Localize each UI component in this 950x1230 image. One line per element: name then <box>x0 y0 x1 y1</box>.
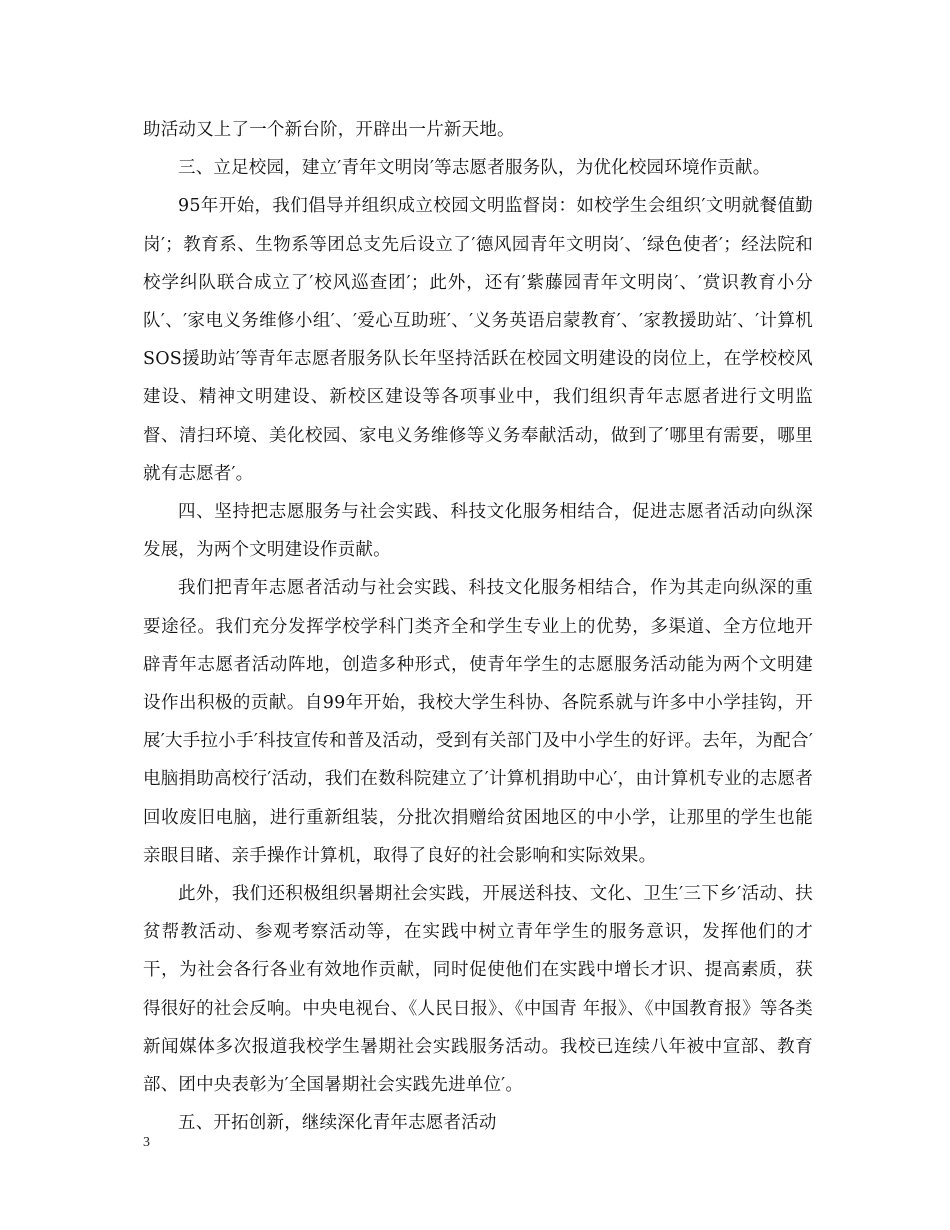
paragraph-social-practice: 我们把青年志愿者活动与社会实践、科技文化服务相结合，作为其走向纵深的重要途径。我们充分发挥学校学科门类齐全和学生专业上的优势，多渠道、全方位地开辟青年志愿者活动阵地，创造多种形式，使青年学生的志愿服务活动能为两个文明建设作出积极的贡献。自99年开始，我校大学生科协、各院系就与许多中小学挂钩，开展′大手拉小手′科技宣传和普及活动，受到有关部门及中小学生的好评。去年，为配合′电脑捐助高校行′活动，我们在数科院建立了′计算机捐助中心′，由计算机专业的志愿者回收废旧电脑，进行重新组装，分批次捐赠给贫困地区的中小学，让那里的学生也能亲眼目睹、亲手操作计算机，取得了良好的社会影响和实际效果。 <box>143 578 813 866</box>
page-number: 3 <box>143 1135 150 1150</box>
paragraph-continuation: 助活动又上了一个新台阶，开辟出一片新天地。 <box>143 120 515 140</box>
paragraph-summer-practice: 此外，我们还积极组织暑期社会实践，开展送科技、文化、卫生′三下乡′活动、扶贫帮教活动、参观考察活动等，在实践中树立青年学生的服务意识，发挥他们的才干，为社会各行各业有效地作贡献，同时促使他们在实践中增长才识、提高素质，获得很好的社会反响。中央电视台、《人民日报》、《中国青 年报》、《中国教育报》等各类新闻媒体多次报道我校学生暑期社会实践服务活动。我校已连续八年被中宣部、教育部、团中央表彰为′全国暑期社会实践先进单位′。 <box>143 884 814 1096</box>
section-heading-three: 三、立足校园，建立′青年文明岗′等志愿者服务队，为优化校园环境作贡献。 <box>178 158 771 179</box>
section-heading-four: 四、坚持把志愿服务与社会实践、科技文化服务相结合，促进志愿者活动向纵深发展，为两个文明建设作贡献。 <box>143 502 813 561</box>
paragraph-civility-posts: 95年开始，我们倡导并组织成立校园文明监督岗：如校学生会组织′文明就餐值勤岗′；教育系、生物系等团总支先后设立了′德风园青年文明岗′、′绿色使者′；经法院和校学纠队联合成立了′校风巡查团′；此外，还有′紫藤园青年文明岗′、′赏识教育小分队′、′家电义务维修小组′、′爱心互助班′、′义务英语启蒙教育′、′家教援助站′、′计算机SOS援助站′等青年志愿者服务队长年坚持活跃在校园文明建设的岗位上，在学校校风建设、精神文明建设、新校区建设等各项事业中，我们组织青年志愿者进行文明监督、清扫环境、美化校园、家电义务维修等义务奉献活动，做到了′哪里有需要，哪里就有志愿者′。 <box>143 196 813 484</box>
section-heading-five: 五、开拓创新，继续深化青年志愿者活动 <box>178 1113 497 1134</box>
document-body <box>143 111 813 1142</box>
